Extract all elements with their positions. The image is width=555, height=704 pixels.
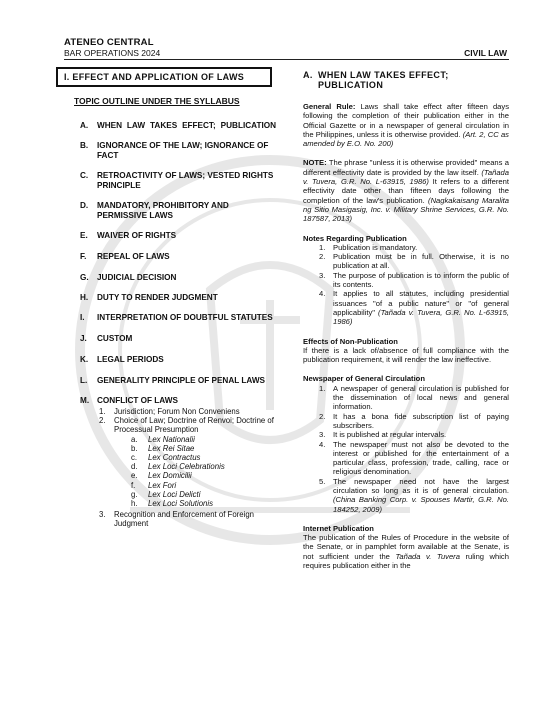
list-item: 3. It is published at regular intervals. [319, 430, 447, 440]
topic-item: L. GENERALITY PRINCIPLE OF PENAL LAWS [80, 376, 266, 385]
topic-item: H. DUTY TO RENDER JUDGMENT [80, 293, 218, 302]
newspaper-list [303, 384, 509, 514]
notes-publication-heading: Notes Regarding Publication [303, 233, 407, 243]
topic-item: D. MANDATORY, PROHIBITORY AND PERMISSIVE LAWS [80, 201, 229, 220]
topic-item: F. REPEAL OF LAWS [80, 252, 170, 261]
lex-item: g. Lex Loci Delicti [131, 489, 201, 499]
section-heading: A. WHEN LAW TAKES EFFECT; PUBLICATION [303, 70, 449, 90]
lex-list [131, 435, 276, 509]
lex-item: e. Lex Domicilii [131, 471, 192, 481]
list-item: 1. Publication is mandatory. [319, 242, 418, 252]
topic-item: J. CUSTOM [80, 334, 133, 343]
list-item: 2. It has a bona fide subscription list of paying subscribers. [319, 411, 509, 430]
topic-item: E. WAIVER OF RIGHTS [80, 231, 177, 240]
list-item: 3. The purpose of publication is to inform the public of its contents. [319, 270, 509, 290]
subtopic-item: 3. Recognition and Enforcement of Foreign Judgment [99, 510, 254, 529]
lex-item: f. Lex Fori [131, 480, 177, 490]
lex-item: h. Lex Loci Solutionis [131, 499, 214, 509]
note-paragraph: NOTE: The phrase "unless it is otherwise provided" means a different effectivity date is provided by the law itself. (Tañada v. Tuvera, G.R. No. L-63915, 1986) It refers to a different effectivity date other than fifteen days following the completion of the law's publication. (Nagkakaisang Maralita ng Sitio Masigasig, Inc. v. Military Shrine Services, G.R. No. 187587, 2013) [303, 158, 509, 224]
general-rule-paragraph: General Rule: Laws shall take effect after fifteen days following the completion of their publication either in the Official Gazette or in a newspaper of general circulation in the Philippines, unless it is otherwise provided. (Art. 2, CC as amended by E.O. No. 200) [303, 102, 510, 149]
conflict-of-laws-subtopics [97, 407, 276, 529]
list-item: 5. The newspaper need not have the largest circulation so long as it is of general circulation. (China Banking Corp. v. Spouses Martir, G.R. No. 184252, 2009) [319, 476, 509, 514]
right-column [303, 70, 509, 570]
internet-heading: Internet Publication [303, 523, 374, 533]
effects-paragraph: If there is a lack of/absence of full compliance with the publication requirement, it will render the law ineffective. [303, 345, 509, 365]
lex-item: c. Lex Contractus [131, 453, 201, 463]
lex-item: b. Lex Rei Sitae [131, 443, 195, 453]
lex-item: d. Lex Loci Celebrationis [131, 462, 225, 472]
list-item: 4. The newspaper must not also be devoted to the interest or published for the entertainment of a particular class, profession, trade, calling, race or religious denomination. [319, 439, 509, 477]
subtopic-item: 1. Jurisdiction; Forum Non Conveniens [99, 407, 240, 416]
header-subject: CIVIL LAW [464, 48, 507, 58]
header-divider [64, 59, 509, 60]
header-org: ATENEO CENTRAL [64, 37, 154, 48]
topic-item: I. INTERPRETATION OF DOUBTFUL STATUTES [80, 313, 273, 322]
topic-item: M. CONFLICT OF LAWS [80, 396, 178, 405]
internet-paragraph: The publication of the Rules of Procedure in the website of the Senate, or in pamphlet form available at the Senate, is not sufficient under the Tañada v. Tuvera ruling which requires publication either in the [303, 533, 509, 571]
notes-publication-list [303, 243, 509, 327]
topic-item: A. WHEN LAW TAKES EFFECT; PUBLICATION [80, 121, 276, 130]
effects-heading: Effects of Non-Publication [303, 336, 398, 346]
outline-title: TOPIC OUTLINE UNDER THE SYLLABUS [74, 96, 240, 106]
header-sub: BAR OPERATIONS 2024 [64, 48, 161, 58]
list-item: 2. Publication must be in full. Otherwise, it is no publication at all. [319, 252, 509, 271]
lex-item: a. Lex Nationalii [131, 434, 195, 444]
topic-item: C. RETROACTIVITY OF LAWS; VESTED RIGHTS PRINCIPLE [80, 171, 274, 190]
subtopic-item: 2. Choice of Law; Doctrine of Renvoi; Doctrine of Processual Presumption [99, 416, 274, 435]
list-item: 4. It applies to all statutes, including presidential issuances "of a public nature" or "of general applicability" (Tañada v. Tuvera, G.R. No. L-63915, 1986) [319, 289, 509, 327]
newspaper-heading: Newspaper of General Circulation [303, 374, 425, 384]
topic-item: K. LEGAL PERIODS [80, 355, 164, 364]
section-title: I. EFFECT AND APPLICATION OF LAWS [56, 67, 272, 87]
topic-item: B. IGNORANCE OF THE LAW; IGNORANCE OF FACT [80, 141, 269, 160]
list-item: 1. A newspaper of general circulation is published for the dissemination of local news and general information. [319, 383, 509, 412]
topic-item: G. JUDICIAL DECISION [80, 273, 177, 282]
topic-outline [80, 121, 276, 529]
